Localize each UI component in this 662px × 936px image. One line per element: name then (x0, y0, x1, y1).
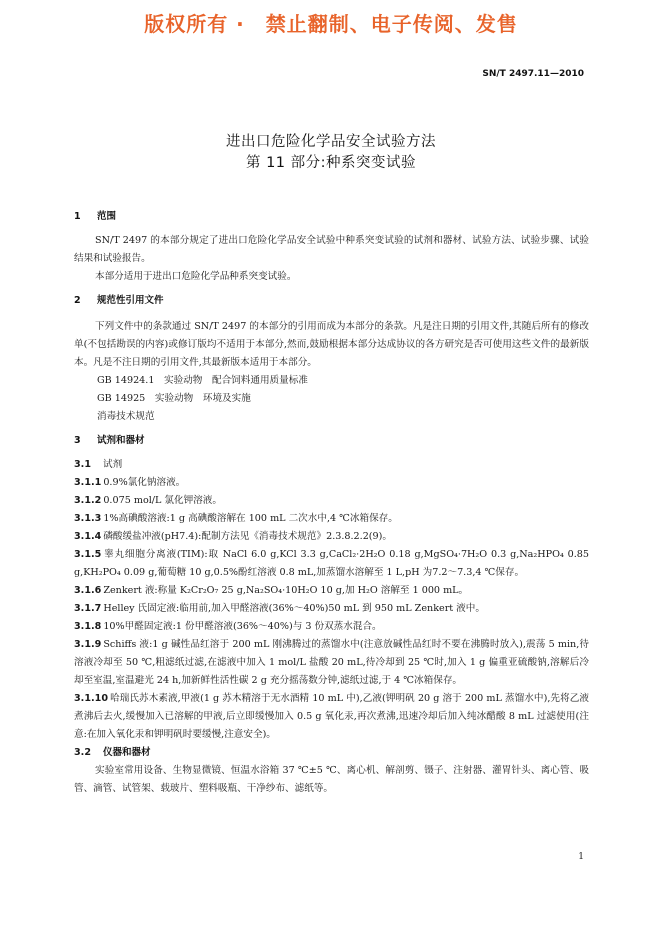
item-text: 0.9%氯化钠溶液。 (103, 477, 186, 488)
section-heading-normative-references (74, 292, 589, 310)
item-text: 0.075 mol/L 氯化钾溶液。 (103, 495, 222, 506)
section-heading-reagents-and-equipment (74, 432, 589, 450)
list-item (74, 528, 589, 546)
subsection-title: 试剂 (103, 459, 123, 470)
subsection-number: 3.2 (74, 747, 91, 758)
section-heading-scope (74, 208, 589, 226)
paragraph: 下列文件中的条款通过 SN/T 2497 的本部分的引用而成为本部分的条款。凡是注日期的引用文件,其随后所有的修改单(不包括勘误的内容)或修订版均不适用于本部分,然而,鼓励根据本部分达成协议的各方研究是否可使用这些文件的最新版本。凡是不注日期的引用文件,其最新版本适用于本部分。 (74, 321, 589, 368)
document-subtitle: 第 11 部分:种系突变试验 (245, 155, 417, 171)
section-title: 规范性引用文件 (97, 295, 164, 306)
document-body (74, 206, 589, 798)
reference-item: 消毒技术规范 (97, 411, 155, 422)
section-number: 2 (74, 295, 81, 306)
item-number: 3.1.6 (74, 585, 102, 596)
item-text: 磷酸缓盐冲液(pH7.4):配制方法见《消毒技术规范》2.3.8.2.2(9)。 (103, 531, 392, 542)
list-item (74, 510, 589, 528)
section-title: 范围 (97, 211, 117, 222)
page-number: 1 (578, 852, 584, 862)
item-text: Helley 氏固定液:临用前,加入甲醛溶液(36%～40%)50 mL 到 950 mL Zenkert 液中。 (103, 603, 485, 614)
paragraph: SN/T 2497 的本部分规定了进出口危险化学品安全试验中种系突变试验的试剂和器材、试验方法、试验步骤、试验结果和试验报告。 (74, 235, 589, 264)
item-number: 3.1.4 (74, 531, 102, 542)
item-number: 3.1.7 (74, 603, 102, 614)
document-title: 进出口危险化学品安全试验方法 (226, 134, 436, 150)
paragraph: 实验室常用设备、生物显微镜、恒温水浴箱 37 ℃±5 ℃、离心机、解剖剪、镊子、注射器、灌胃针头、离心管、吸管、滴管、试管架、载玻片、塑料吸瓶、干净纱布、滤纸等。 (74, 765, 589, 794)
reference-item: GB 14925 实验动物 环境及实施 (97, 393, 251, 404)
list-item (74, 636, 589, 690)
list-item (74, 546, 589, 582)
list-item (74, 582, 589, 600)
section-number: 1 (74, 211, 81, 222)
item-number: 3.1.5 (74, 549, 102, 560)
item-number: 3.1.1 (74, 477, 102, 488)
section-number: 3 (74, 435, 81, 446)
subsection-heading-reagents (74, 456, 589, 474)
item-text: 1%高碘酸溶液:1 g 高碘酸溶解在 100 mL 二次水中,4 ℃冰箱保存。 (103, 513, 398, 524)
item-number: 3.1.10 (74, 693, 108, 704)
list-item (74, 600, 589, 618)
list-item (74, 492, 589, 510)
list-item (74, 474, 589, 492)
item-text: 睾丸细胞分离液(TIM):取 NaCl 6.0 g,KCl 3.3 g,CaCl₂·2H₂O 0.18 g,MgSO₄·7H₂O 0.3 g,Na₂HPO₄ 0.85 g,KH₂PO₄ 0.09 g,葡萄糖 10 g,0.5%酚红溶液 0.8 mL,加蒸馏水溶解至 1 L,pH 为7.2～7.3,4 ℃保存。 (74, 549, 589, 578)
item-text: 10%甲醛固定液:1 份甲醛溶液(36%～40%)与 3 份双蒸水混合。 (103, 621, 382, 632)
subsection-heading-instruments (74, 744, 589, 762)
item-number: 3.1.8 (74, 621, 102, 632)
item-number: 3.1.2 (74, 495, 102, 506)
reference-item: GB 14924.1 实验动物 配合饲料通用质量标准 (97, 375, 308, 386)
item-text: Zenkert 液:称量 K₂Cr₂O₇ 25 g,Na₂SO₄·10H₂O 10 g,加 H₂O 溶解至 1 000 mL。 (103, 585, 469, 596)
list-item (74, 618, 589, 636)
paragraph: 本部分适用于进出口危险化学品种系突变试验。 (95, 271, 297, 282)
item-number: 3.1.3 (74, 513, 102, 524)
document-code: SN/T 2497.11—2010 (482, 69, 584, 79)
item-number: 3.1.9 (74, 639, 102, 650)
subsection-number: 3.1 (74, 459, 91, 470)
subsection-title: 仪器和器材 (103, 747, 151, 758)
item-text: 哈瑞氏苏木素液,甲液(1 g 苏木精溶于无水酒精 10 mL 中),乙液(钾明矾 20 g 溶于 200 mL 蒸馏水中),先将乙液煮沸后去火,缓慢加入已溶解的甲液,后立即缓慢加入 0.5 g 氧化汞,再次煮沸,迅速冷却后加入纯冰醋酸 8 mL 过滤使用(注意:在加入氧化汞和钾明矾时要缓慢,注意安全)。 (74, 693, 589, 740)
list-item (74, 690, 589, 744)
item-text: Schiffs 液:1 g 碱性品红溶于 200 mL 刚沸腾过的蒸馏水中(注意放碱性品红时不要在沸腾时放入),震荡 5 min,待溶液冷却至 50 ℃,粗滤纸过滤,在滤液中加入 1 mol/L 盐酸 20 mL,待冷却到 25 ℃时,加入 1 g 偏重亚硫酸钠,溶解后冷却至室温,室温避光 24 h,加新鲜性活性碳 2 g 充分摇荡数分钟,滤纸过滤,于 4 ℃冰箱保存。 (74, 639, 589, 686)
section-title: 试剂和器材 (97, 435, 145, 446)
watermark-banner: 版权所有 · 禁止翻制、电子传阅、发售 (144, 12, 518, 36)
